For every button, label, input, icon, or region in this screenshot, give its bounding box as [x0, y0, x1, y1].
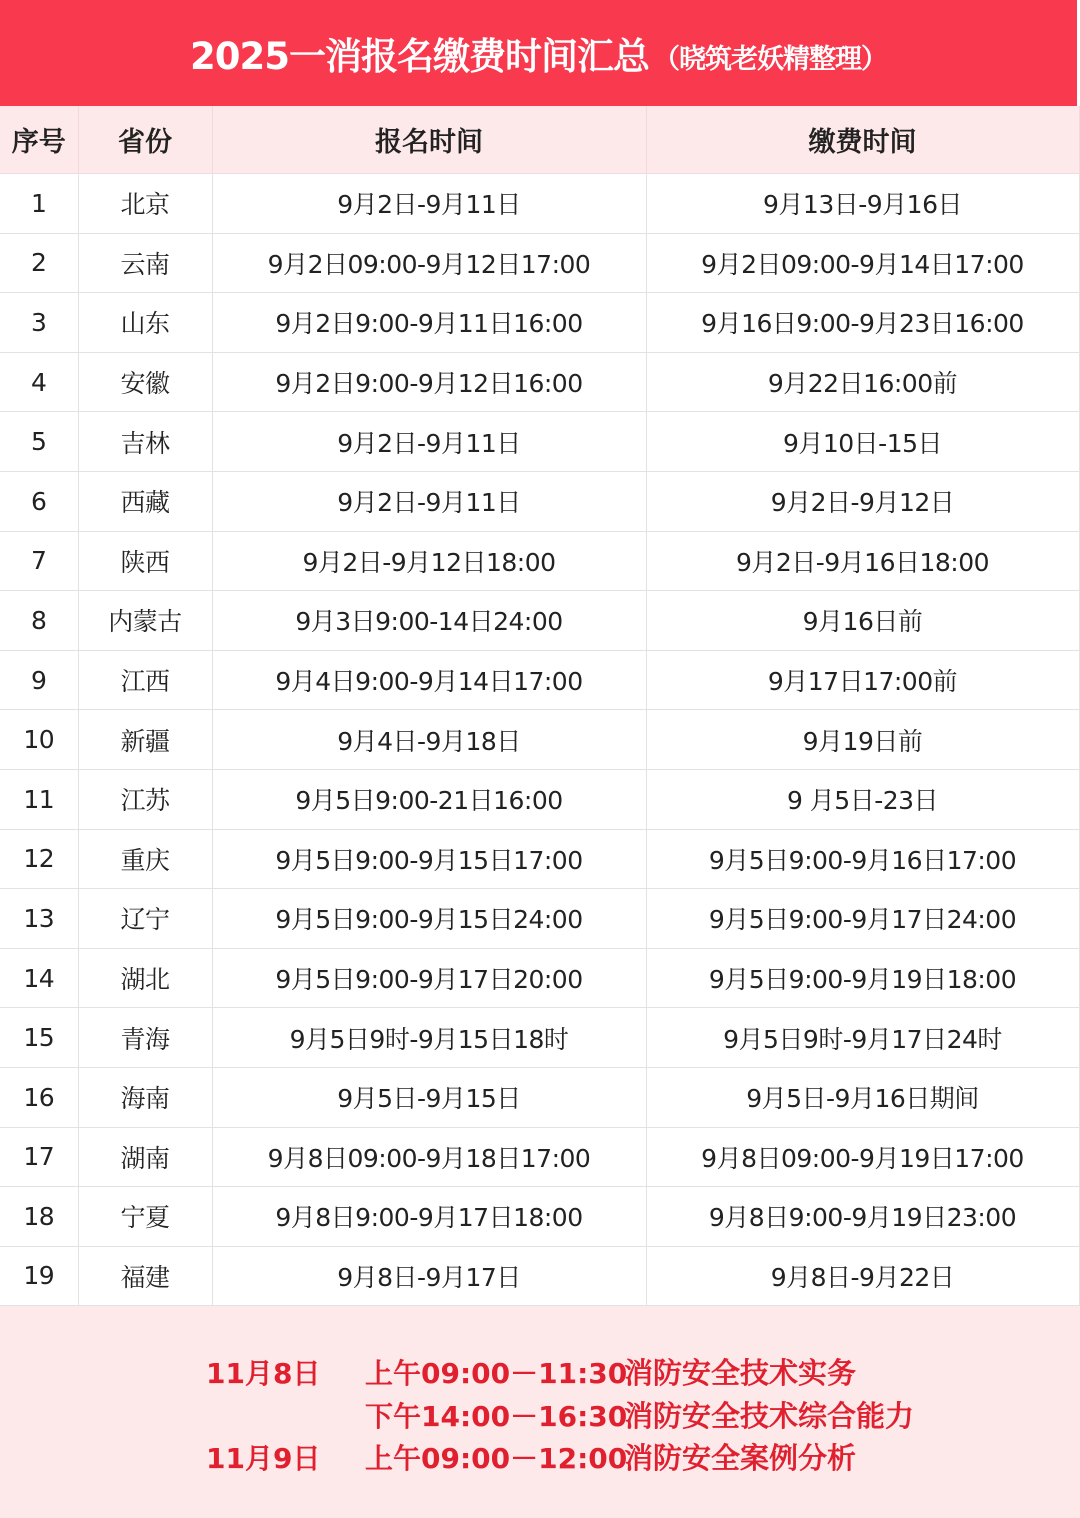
- exam-date-day2: 11月9日: [206, 1442, 321, 1475]
- row-registration-time: 9月5日-9月15日: [212, 1067, 646, 1127]
- row-payment-time: 9月13日-9月16日: [646, 174, 1079, 234]
- table-row: [0, 1008, 1079, 1068]
- row-index: 10: [0, 710, 78, 770]
- table-row: [0, 174, 1079, 234]
- row-index: 18: [0, 1187, 78, 1247]
- row-index: 1: [0, 174, 78, 234]
- row-index: 5: [0, 412, 78, 472]
- column-header-province: 省份: [78, 106, 212, 174]
- row-registration-time: 9月2日-9月11日: [212, 174, 646, 234]
- row-province: 云南: [78, 233, 212, 293]
- row-index: 6: [0, 471, 78, 531]
- table-row: [0, 531, 1079, 591]
- row-payment-time: 9月22日16:00前: [646, 352, 1079, 412]
- table-row: [0, 1246, 1079, 1306]
- row-registration-time: 9月2日9:00-9月12日16:00: [212, 352, 646, 412]
- row-index: 3: [0, 293, 78, 353]
- row-index: 2: [0, 233, 78, 293]
- row-registration-time: 9月3日9:00-14日24:00: [212, 591, 646, 651]
- row-payment-time: 9月5日-9月16日期间: [646, 1067, 1079, 1127]
- page-subtitle: （晓筑老妖精整理）: [652, 43, 887, 75]
- row-payment-time: 9月5日9:00-9月19日18:00: [646, 948, 1079, 1008]
- table-row: [0, 352, 1079, 412]
- row-province: 宁夏: [78, 1187, 212, 1247]
- exam-time-session1: 上午09:00－11:30: [365, 1357, 628, 1390]
- row-index: 19: [0, 1246, 78, 1306]
- table-row: [0, 948, 1079, 1008]
- row-payment-time: 9月16日前: [646, 591, 1079, 651]
- table-header-row: [0, 106, 1079, 174]
- row-payment-time: 9月8日-9月22日: [646, 1246, 1079, 1306]
- column-header-index: 序号: [0, 106, 78, 174]
- row-registration-time: 9月4日-9月18日: [212, 710, 646, 770]
- row-index: 17: [0, 1127, 78, 1187]
- table-row: [0, 412, 1079, 472]
- row-province: 重庆: [78, 829, 212, 889]
- exam-subject-session1: 消防安全技术实务: [624, 1356, 857, 1390]
- table-row: [0, 591, 1079, 651]
- row-registration-time: 9月5日9:00-9月15日17:00: [212, 829, 646, 889]
- page-title: 2025一消报名缴费时间汇总: [190, 35, 649, 78]
- row-province: 新疆: [78, 710, 212, 770]
- table-row: [0, 650, 1079, 710]
- row-registration-time: 9月5日9:00-9月17日20:00: [212, 948, 646, 1008]
- table-row: [0, 829, 1079, 889]
- row-registration-time: 9月2日9:00-9月11日16:00: [212, 293, 646, 353]
- row-payment-time: 9 月5日-23日: [646, 769, 1079, 829]
- table-row: [0, 889, 1079, 949]
- table-row: [0, 233, 1079, 293]
- row-payment-time: 9月5日9:00-9月16日17:00: [646, 829, 1079, 889]
- row-index: 13: [0, 889, 78, 949]
- row-province: 湖南: [78, 1127, 212, 1187]
- row-registration-time: 9月8日9:00-9月17日18:00: [212, 1187, 646, 1247]
- row-index: 12: [0, 829, 78, 889]
- row-index: 11: [0, 769, 78, 829]
- row-registration-time: 9月2日-9月12日18:00: [212, 531, 646, 591]
- row-payment-time: 9月17日17:00前: [646, 650, 1079, 710]
- row-province: 福建: [78, 1246, 212, 1306]
- exam-time-session3: 上午09:00－12:00: [365, 1442, 628, 1475]
- row-index: 9: [0, 650, 78, 710]
- row-index: 4: [0, 352, 78, 412]
- table-row: [0, 471, 1079, 531]
- row-province: 江西: [78, 650, 212, 710]
- row-payment-time: 9月2日-9月12日: [646, 471, 1079, 531]
- row-registration-time: 9月2日09:00-9月12日17:00: [212, 233, 646, 293]
- row-registration-time: 9月2日-9月11日: [212, 412, 646, 472]
- column-header-payment-time: 缴费时间: [646, 106, 1079, 174]
- row-payment-time: 9月8日9:00-9月19日23:00: [646, 1187, 1079, 1247]
- row-province: 吉林: [78, 412, 212, 472]
- column-header-registration-time: 报名时间: [212, 106, 646, 174]
- row-province: 青海: [78, 1008, 212, 1068]
- exam-subject-session2: 消防安全技术综合能力: [624, 1399, 915, 1433]
- row-registration-time: 9月4日9:00-9月14日17:00: [212, 650, 646, 710]
- row-registration-time: 9月2日-9月11日: [212, 471, 646, 531]
- row-registration-time: 9月8日-9月17日: [212, 1246, 646, 1306]
- row-index: 7: [0, 531, 78, 591]
- row-index: 14: [0, 948, 78, 1008]
- title-banner: [0, 0, 1077, 106]
- row-registration-time: 9月5日9时-9月15日18时: [212, 1008, 646, 1068]
- row-payment-time: 9月8日09:00-9月19日17:00: [646, 1127, 1079, 1187]
- row-payment-time: 9月16日9:00-9月23日16:00: [646, 293, 1079, 353]
- row-province: 湖北: [78, 948, 212, 1008]
- row-index: 8: [0, 591, 78, 651]
- registration-fee-table: [0, 106, 1080, 1306]
- row-index: 16: [0, 1067, 78, 1127]
- row-registration-time: 9月5日9:00-9月15日24:00: [212, 889, 646, 949]
- row-index: 15: [0, 1008, 78, 1068]
- row-payment-time: 9月2日09:00-9月14日17:00: [646, 233, 1079, 293]
- table-row: [0, 710, 1079, 770]
- row-province: 山东: [78, 293, 212, 353]
- row-registration-time: 9月8日09:00-9月18日17:00: [212, 1127, 646, 1187]
- row-province: 西藏: [78, 471, 212, 531]
- row-payment-time: 9月2日-9月16日18:00: [646, 531, 1079, 591]
- row-registration-time: 9月5日9:00-21日16:00: [212, 769, 646, 829]
- row-province: 内蒙古: [78, 591, 212, 651]
- table-row: [0, 293, 1079, 353]
- row-payment-time: 9月10日-15日: [646, 412, 1079, 472]
- row-province: 海南: [78, 1067, 212, 1127]
- table-row: [0, 1067, 1079, 1127]
- row-payment-time: 9月5日9时-9月17日24时: [646, 1008, 1079, 1068]
- row-payment-time: 9月19日前: [646, 710, 1079, 770]
- exam-time-session2: 下午14:00－16:30: [365, 1400, 628, 1433]
- table-row: [0, 769, 1079, 829]
- row-payment-time: 9月5日9:00-9月17日24:00: [646, 889, 1079, 949]
- row-province: 北京: [78, 174, 212, 234]
- row-province: 安徽: [78, 352, 212, 412]
- exam-schedule-panel: [0, 1306, 1080, 1518]
- exam-subject-session3: 消防安全案例分析: [624, 1441, 857, 1475]
- exam-date-day1: 11月8日: [206, 1357, 321, 1390]
- row-province: 辽宁: [78, 889, 212, 949]
- table-row: [0, 1187, 1079, 1247]
- row-province: 江苏: [78, 769, 212, 829]
- table-row: [0, 1127, 1079, 1187]
- row-province: 陕西: [78, 531, 212, 591]
